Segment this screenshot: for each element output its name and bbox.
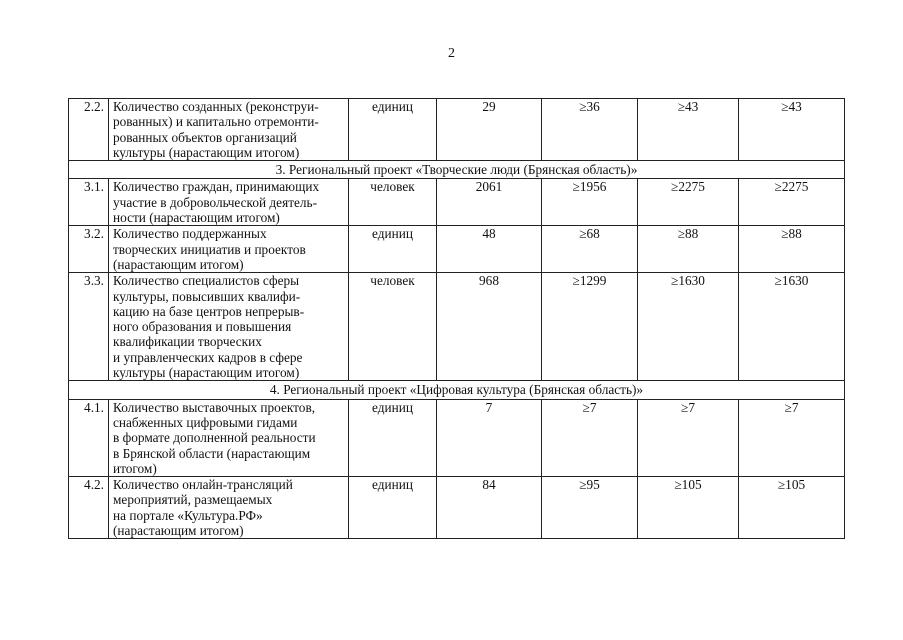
indicator-name-line: в формате дополненной реальности bbox=[113, 430, 316, 446]
row-number: 2.2. bbox=[69, 99, 109, 161]
row-number: 3.2. bbox=[69, 226, 109, 273]
value-cell: 7 bbox=[437, 399, 542, 476]
indicator-name-line: рованных) и капитально отремонти- bbox=[113, 114, 319, 130]
indicator-name-line: мероприятий, размещаемых bbox=[113, 492, 273, 508]
indicators-table bbox=[68, 98, 845, 539]
table-row bbox=[69, 179, 845, 226]
indicator-name-line: участие в добровольческой деятель- bbox=[113, 194, 318, 210]
value-cell: ≥68 bbox=[542, 226, 638, 273]
row-number: 4.2. bbox=[69, 477, 109, 539]
section-title: 3. Региональный проект «Творческие люди (Брянская область)» bbox=[69, 161, 845, 179]
value-cell: ≥1956 bbox=[542, 179, 638, 226]
indicator-name-line: и управленческих кадров в сфере bbox=[113, 349, 303, 365]
value-cell: ≥43 bbox=[638, 99, 739, 161]
indicator-name bbox=[109, 99, 349, 161]
unit-cell: единиц bbox=[349, 399, 437, 476]
indicator-name bbox=[109, 179, 349, 226]
indicator-name-line: культуры (нарастающим итогом) bbox=[113, 365, 300, 381]
indicator-name bbox=[109, 273, 349, 381]
value-cell: ≥105 bbox=[638, 477, 739, 539]
table-row bbox=[69, 273, 845, 381]
row-number: 3.3. bbox=[69, 273, 109, 381]
table-row bbox=[69, 99, 845, 161]
indicator-name-line: снабженных цифровыми гидами bbox=[113, 414, 298, 430]
indicators-table-body bbox=[69, 99, 845, 539]
indicator-name-line: квалификации творческих bbox=[113, 334, 262, 350]
row-number: 4.1. bbox=[69, 399, 109, 476]
indicator-name-line: рованных объектов организаций bbox=[113, 129, 297, 145]
indicator-name-line: Количество поддержанных bbox=[113, 226, 267, 242]
value-cell: ≥2275 bbox=[638, 179, 739, 226]
row-number: 3.1. bbox=[69, 179, 109, 226]
value-cell: ≥43 bbox=[739, 99, 845, 161]
unit-cell: единиц bbox=[349, 226, 437, 273]
table-row bbox=[69, 477, 845, 539]
indicator-name-line: (нарастающим итогом) bbox=[113, 523, 244, 539]
indicator-name bbox=[109, 477, 349, 539]
value-cell: 48 bbox=[437, 226, 542, 273]
indicator-name-line: Количество специалистов сферы bbox=[113, 273, 300, 289]
indicator-name-line: Количество онлайн-трансляций bbox=[113, 477, 293, 493]
indicator-name-line: культуры, повысивших квалифи- bbox=[113, 288, 301, 304]
table-row bbox=[69, 226, 845, 273]
indicator-name-line: на портале «Культура.РФ» bbox=[113, 507, 263, 523]
section-title: 4. Региональный проект «Цифровая культура (Брянская область)» bbox=[69, 381, 845, 399]
value-cell: ≥1630 bbox=[739, 273, 845, 381]
value-cell: ≥2275 bbox=[739, 179, 845, 226]
unit-cell: человек bbox=[349, 179, 437, 226]
indicator-name-line: Количество выставочных проектов, bbox=[113, 399, 316, 415]
value-cell: ≥105 bbox=[739, 477, 845, 539]
indicator-name-line: культуры (нарастающим итогом) bbox=[113, 144, 300, 160]
page-number: 2 bbox=[448, 46, 455, 61]
indicator-name-line: творческих инициатив и проектов bbox=[113, 241, 306, 257]
indicator-name bbox=[109, 226, 349, 273]
value-cell: ≥7 bbox=[739, 399, 845, 476]
indicator-name-line: (нарастающим итогом) bbox=[113, 256, 244, 272]
section-header-row bbox=[69, 161, 845, 179]
value-cell: 29 bbox=[437, 99, 542, 161]
value-cell: ≥88 bbox=[638, 226, 739, 273]
value-cell: 2061 bbox=[437, 179, 542, 226]
indicator-name-line: итогом) bbox=[113, 460, 157, 476]
value-cell: ≥88 bbox=[739, 226, 845, 273]
unit-cell: человек bbox=[349, 273, 437, 381]
unit-cell: единиц bbox=[349, 477, 437, 539]
value-cell: 968 bbox=[437, 273, 542, 381]
table-row bbox=[69, 399, 845, 476]
indicator-name-line: кацию на базе центров непрерыв- bbox=[113, 303, 305, 319]
section-header-row bbox=[69, 381, 845, 399]
indicator-name-line: Количество созданных (реконструи- bbox=[113, 99, 319, 114]
indicator-name-line: Количество граждан, принимающих bbox=[113, 179, 320, 195]
value-cell: ≥95 bbox=[542, 477, 638, 539]
value-cell: ≥1299 bbox=[542, 273, 638, 381]
value-cell: ≥36 bbox=[542, 99, 638, 161]
indicator-name-line: в Брянской области (нарастающим bbox=[113, 445, 311, 461]
value-cell: 84 bbox=[437, 477, 542, 539]
indicator-name bbox=[109, 399, 349, 476]
unit-cell: единиц bbox=[349, 99, 437, 161]
value-cell: ≥7 bbox=[638, 399, 739, 476]
indicator-name-line: ности (нарастающим итогом) bbox=[113, 210, 280, 226]
value-cell: ≥7 bbox=[542, 399, 638, 476]
indicator-name-line: ного образования и повышения bbox=[113, 319, 292, 335]
value-cell: ≥1630 bbox=[638, 273, 739, 381]
